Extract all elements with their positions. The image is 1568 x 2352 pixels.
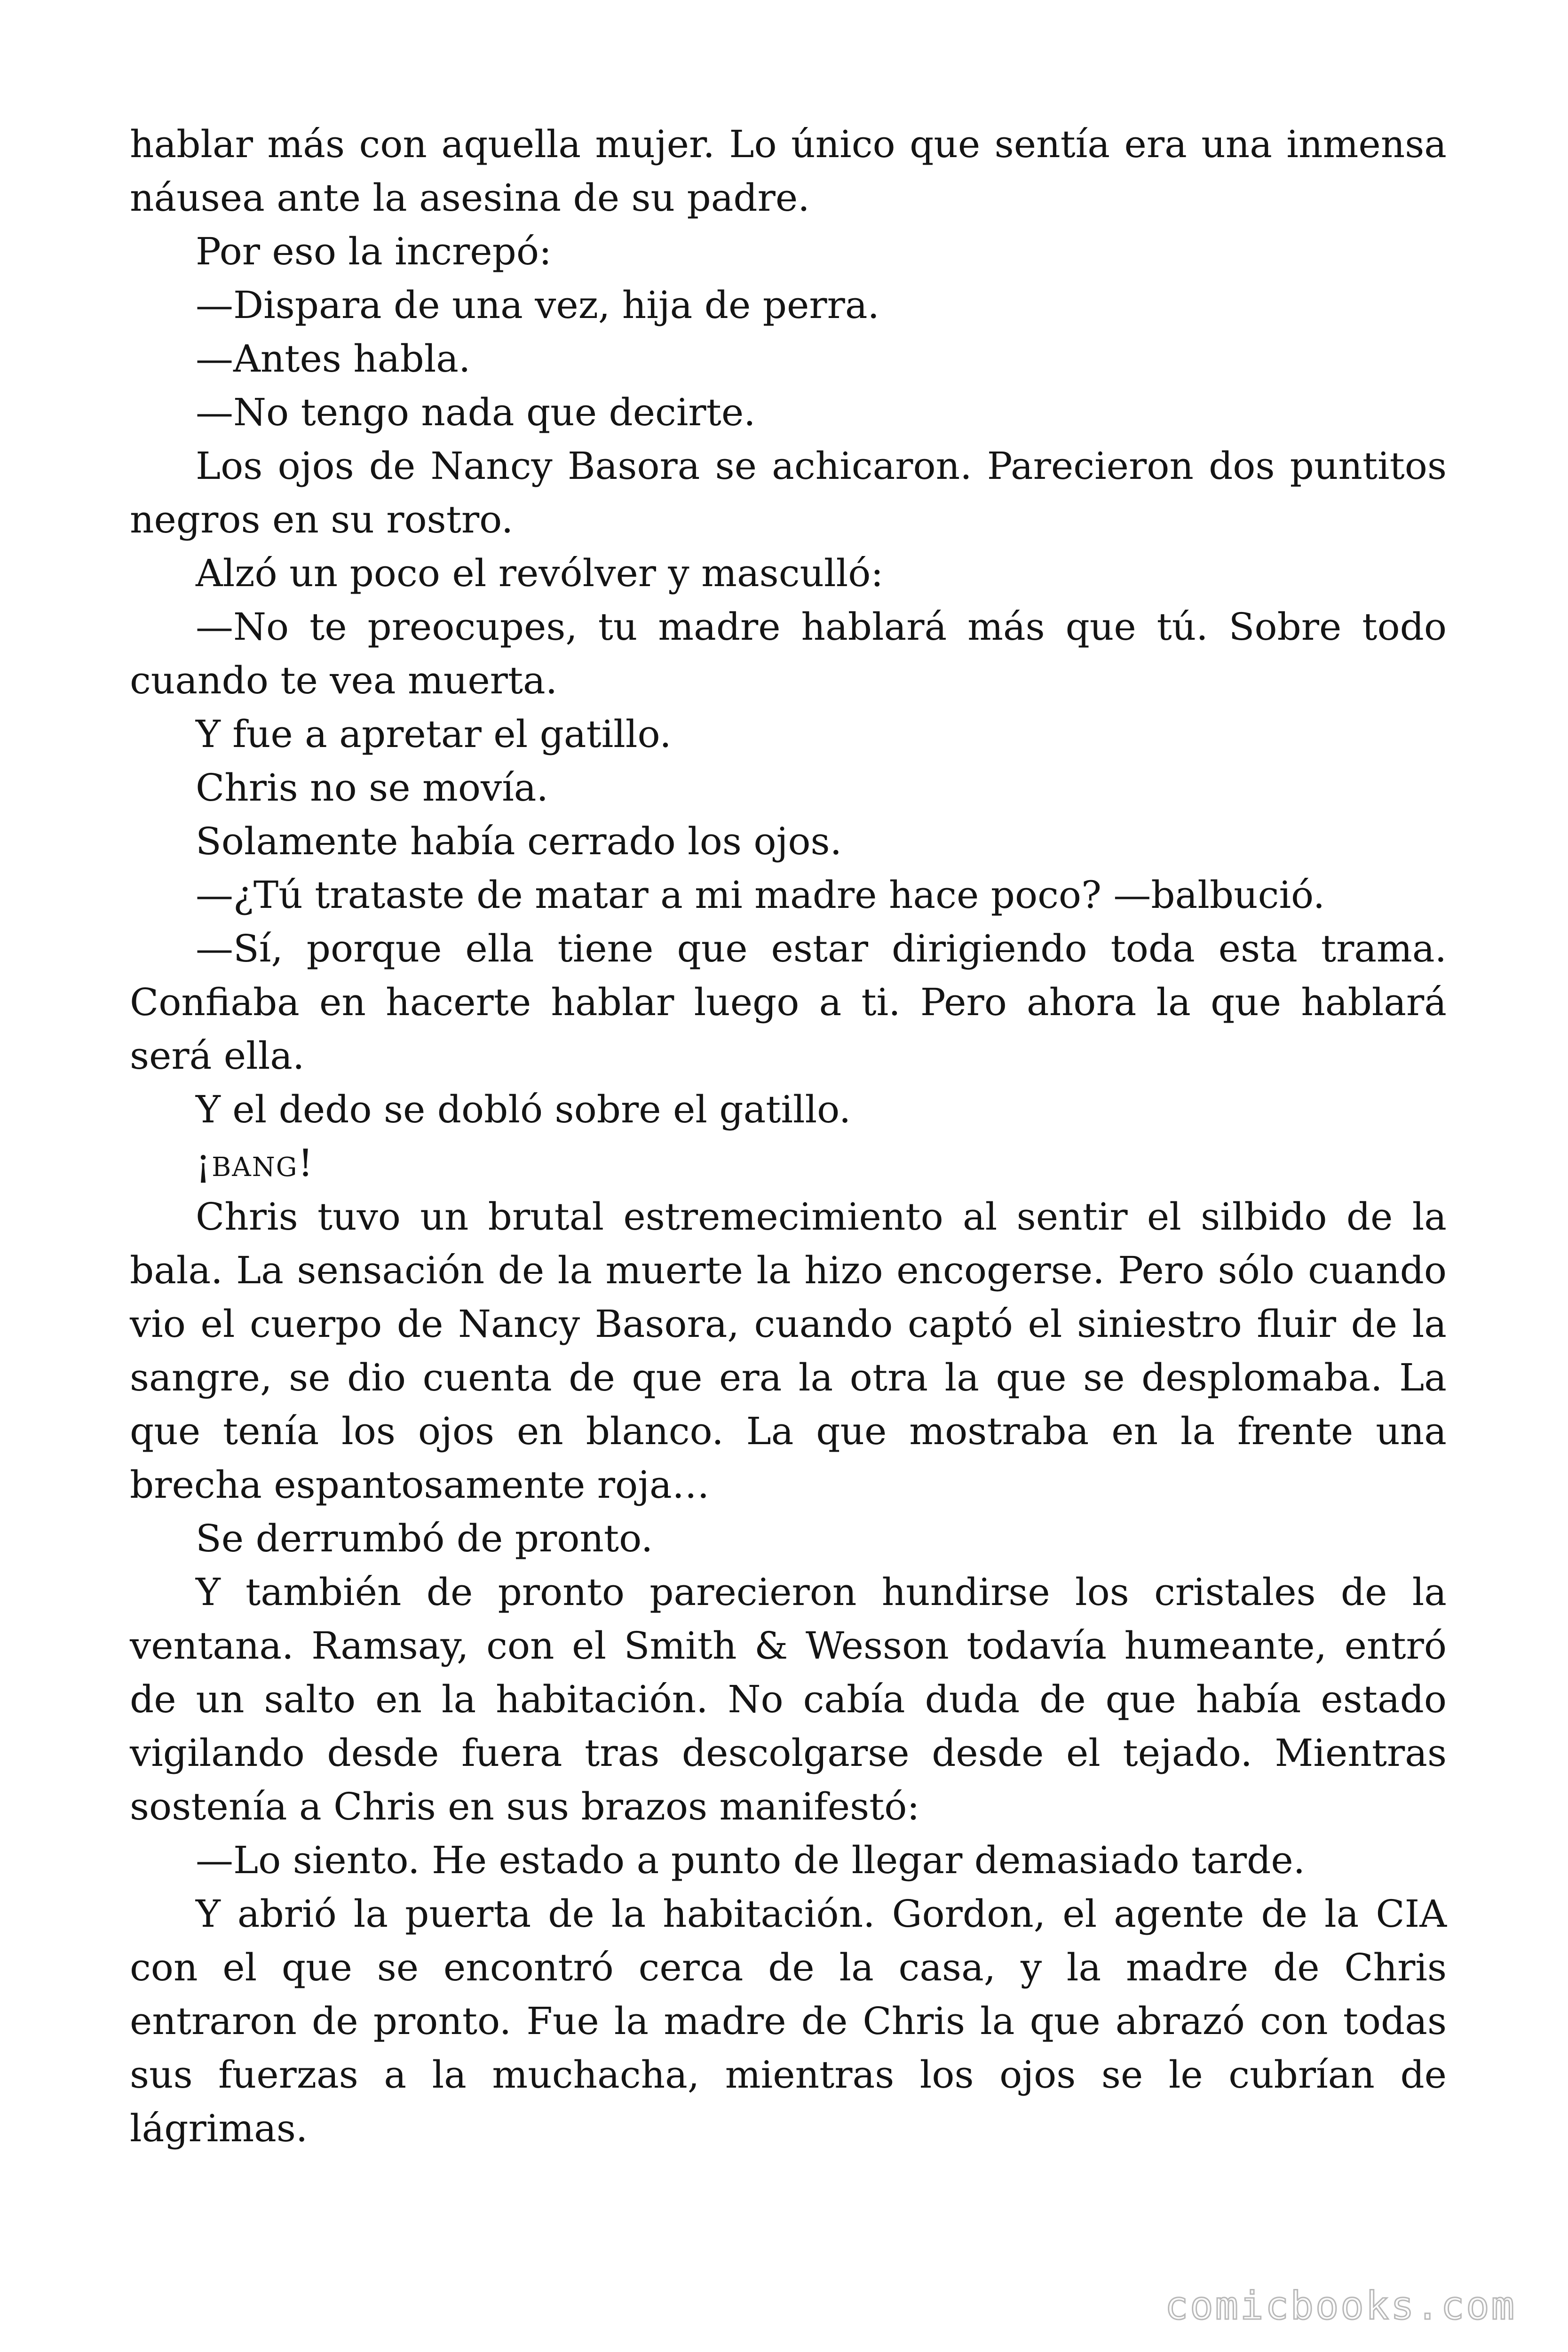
paragraph: —No te preocupes, tu madre hablará más que tú. Sobre todo cuando te vea muerta. bbox=[130, 605, 1447, 702]
paragraph: Chris no se movía. bbox=[196, 766, 548, 810]
paragraph: Alzó un poco el revólver y masculló: bbox=[196, 551, 884, 595]
paragraph: —Sí, porque ella tiene que estar dirigiendo toda esta trama. Confiaba en hacerte hablar luego a ti. Pero ahora la que hablará será ella. bbox=[130, 927, 1447, 1078]
paragraph: Y abrió la puerta de la habitación. Gordon, el agente de la CIA con el que se encontró cerca de la casa, y la madre de Chris entraron de pronto. Fue la madre de Chris la que abrazó con todas sus fuerzas a la muchacha, mientras los ojos se le cubrían de lágrimas. bbox=[130, 1892, 1447, 2150]
paragraph: —Dispara de una vez, hija de perra. bbox=[196, 283, 879, 327]
paragraph: —Lo siento. He estado a punto de llegar demasiado tarde. bbox=[196, 1838, 1306, 1882]
paragraph: Y fue a apretar el gatillo. bbox=[196, 712, 672, 756]
watermark: comicbooks.com bbox=[1164, 2284, 1516, 2328]
page-body bbox=[130, 118, 1447, 2155]
paragraph-bang: ¡bang! bbox=[196, 1141, 314, 1185]
paragraph: Se derrumbó de pronto. bbox=[196, 1517, 653, 1560]
paragraph: Y el dedo se dobló sobre el gatillo. bbox=[196, 1088, 851, 1131]
paragraph: Y también de pronto parecieron hundirse los cristales de la ventana. Ramsay, con el Smith & Wesson todavía humeante, entró de un salto en la habitación. No cabía duda de que había estado vigilando desde fuera tras descolgarse desde el tejado. Mientras sostenía a Chris en sus brazos manifestó: bbox=[130, 1570, 1447, 1828]
paragraph: hablar más con aquella mujer. Lo único que sentía era una inmensa náusea ante la asesina de su padre. bbox=[130, 122, 1447, 220]
paragraph: Chris tuvo un brutal estremecimiento al sentir el silbido de la bala. La sensación de la muerte la hizo encogerse. Pero sólo cuando vio el cuerpo de Nancy Basora, cuando captó el siniestro fluir de la sangre, se dio cuenta de que era la otra la que se desplomaba. La que tenía los ojos en blanco. La que mostraba en la frente una brecha espantosamente roja… bbox=[130, 1195, 1447, 1507]
paragraph: —¿Tú trataste de matar a mi madre hace poco? —balbució. bbox=[196, 873, 1325, 917]
paragraph: —Antes habla. bbox=[196, 337, 471, 381]
paragraph: —No tengo nada que decirte. bbox=[196, 390, 756, 434]
paragraph: Solamente había cerrado los ojos. bbox=[196, 819, 842, 863]
paragraph: Los ojos de Nancy Basora se achicaron. Parecieron dos puntitos negros en su rostro. bbox=[130, 444, 1447, 541]
paragraph: Por eso la increpó: bbox=[196, 230, 552, 273]
